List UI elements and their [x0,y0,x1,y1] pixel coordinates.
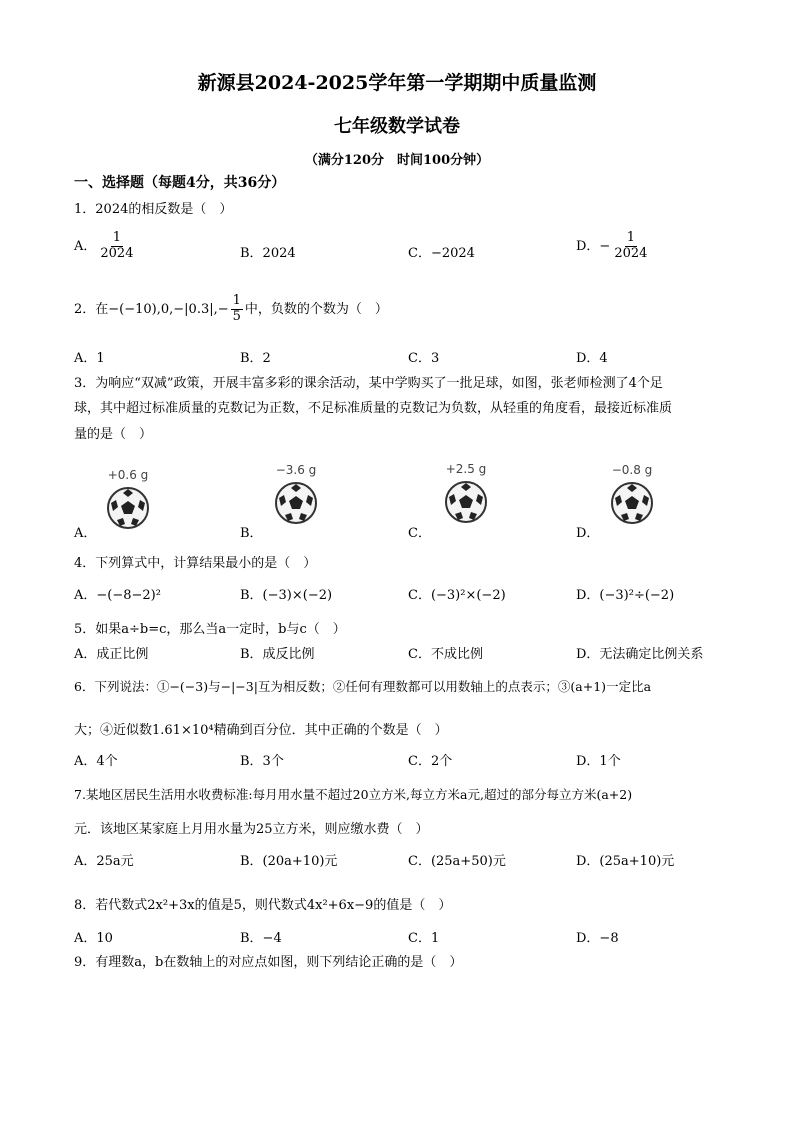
q4-option-c: C．(−3)²×(−2) [408,588,506,603]
q3-option-c: C． [408,526,431,541]
fraction-numerator: 1 [112,230,122,245]
q5-option-a: A．成正比例 [74,647,149,662]
q3-option-a: A． [74,526,97,541]
question-7-line-1: 7.某地区居民生活用水收费标准:每月用水量不超过20立方米,每立方米a元,超过的部分每立方米(a+2) [74,787,633,802]
soccer-ball-icon [274,481,318,525]
exam-subtitle: 七年级数学试卷 [334,116,460,137]
q2-stem-post: 中，负数的个数为（ ） [244,301,388,317]
exam-info: （满分120分 时间100分钟） [304,153,490,168]
question-4-stem: 4．下列算式中，计算结果最小的是（ ） [74,556,317,571]
q5-option-d: D．无法确定比例关系 [576,647,704,662]
question-7-line-2: 元．该地区某家庭上月用水量为25立方米，则应缴水费（ ） [74,822,429,837]
q3-option-b: B． [240,526,263,541]
q3-option-d: D． [576,526,600,541]
q7-option-d: D．(25a+10)元 [576,854,675,869]
q1-option-d-label: D．− [576,238,611,254]
q2-stem-pre: 2．在−(−10),0,−|0.3|,− [74,301,229,317]
question-9-stem: 9．有理数a，b在数轴上的对应点如图，则下列结论正确的是（ ） [74,955,463,970]
question-2-stem [74,294,388,325]
q7-option-a: A．25a元 [74,854,134,869]
q1-option-d [576,231,651,262]
q2-option-d: D．4 [576,351,608,366]
q1-option-a-label: A． [74,238,97,254]
question-1-stem: 1．2024的相反数是（ ） [74,202,233,217]
soccer-ball-icon [444,480,488,524]
fraction-denominator: 2024 [614,245,648,261]
question-3-line-2: 球，其中超过标准质量的克数记为正数，不足标准质量的克数记为负数，从轻重的角度看，最接近标准质 [74,401,673,416]
soccer-ball-a [98,468,158,540]
soccer-ball-d [602,463,662,535]
q1-option-a [74,231,137,262]
q5-option-c: C．不成比例 [408,647,483,662]
fraction-denominator: 2024 [100,245,134,261]
q6-option-a: A．4个 [74,754,118,769]
ball-d-weight: −0.8 g [611,463,653,477]
ball-a-weight: +0.6 g [107,468,149,482]
section-heading: 一、选择题（每题4分，共36分） [74,175,286,191]
soccer-ball-icon [106,486,150,530]
question-8-stem: 8．若代数式2x²+3x的值是5，则代数式4x²+6x−9的值是（ ） [74,898,452,913]
question-6-line-2: 大；④近似数1.61×10⁴精确到百分位．其中正确的个数是（ ） [74,723,448,738]
soccer-ball-c [436,462,496,534]
question-3-line-3: 量的是（ ） [74,427,153,442]
q1-option-d-fraction [612,231,649,262]
q2-fraction [231,294,243,325]
question-3-line-1: 3．为响应“双减”政策，开展丰富多彩的课余活动，某中学购买了一批足球，如图，张老师检测了4个足 [74,376,663,391]
question-6-line-1: 6．下列说法：①−(−3)与−|−3|互为相反数；②任何有理数都可以用数轴上的点表示；③(a+1)一定比a [74,679,652,694]
ball-b-weight: −3.6 g [275,463,317,477]
q6-option-d: D．1个 [576,754,621,769]
question-5-stem: 5．如果a÷b=c，那么当a一定时，b与c（ ） [74,622,346,637]
fraction-numerator: 1 [626,230,636,245]
exam-title: 新源县2024-2025学年第一学期期中质量监测 [197,72,597,94]
q8-option-a: A．10 [74,931,113,946]
fraction-numerator: 1 [232,293,241,308]
q1-option-c: C．−2024 [408,246,475,261]
q6-option-c: C．2个 [408,754,453,769]
q4-option-a: A．−(−8−2)² [74,588,161,603]
soccer-ball-icon [610,481,654,525]
q8-option-d: D．−8 [576,931,619,946]
ball-c-weight: +2.5 g [445,462,487,476]
q8-option-c: C．1 [408,931,440,946]
q2-option-a: A．1 [74,351,105,366]
q2-option-c: C．3 [408,351,440,366]
q1-option-a-fraction [98,231,135,262]
soccer-ball-b [266,463,326,535]
q1-option-b: B．2024 [240,246,296,261]
q6-option-b: B．3个 [240,754,284,769]
q7-option-b: B．(20a+10)元 [240,854,338,869]
q2-option-b: B．2 [240,351,271,366]
q4-option-b: B．(−3)×(−2) [240,588,333,603]
q7-option-c: C．(25a+50)元 [408,854,506,869]
q5-option-b: B．成反比例 [240,647,315,662]
q4-option-d: D．(−3)²÷(−2) [576,588,675,603]
q8-option-b: B．−4 [240,931,282,946]
fraction-denominator: 5 [232,308,241,324]
